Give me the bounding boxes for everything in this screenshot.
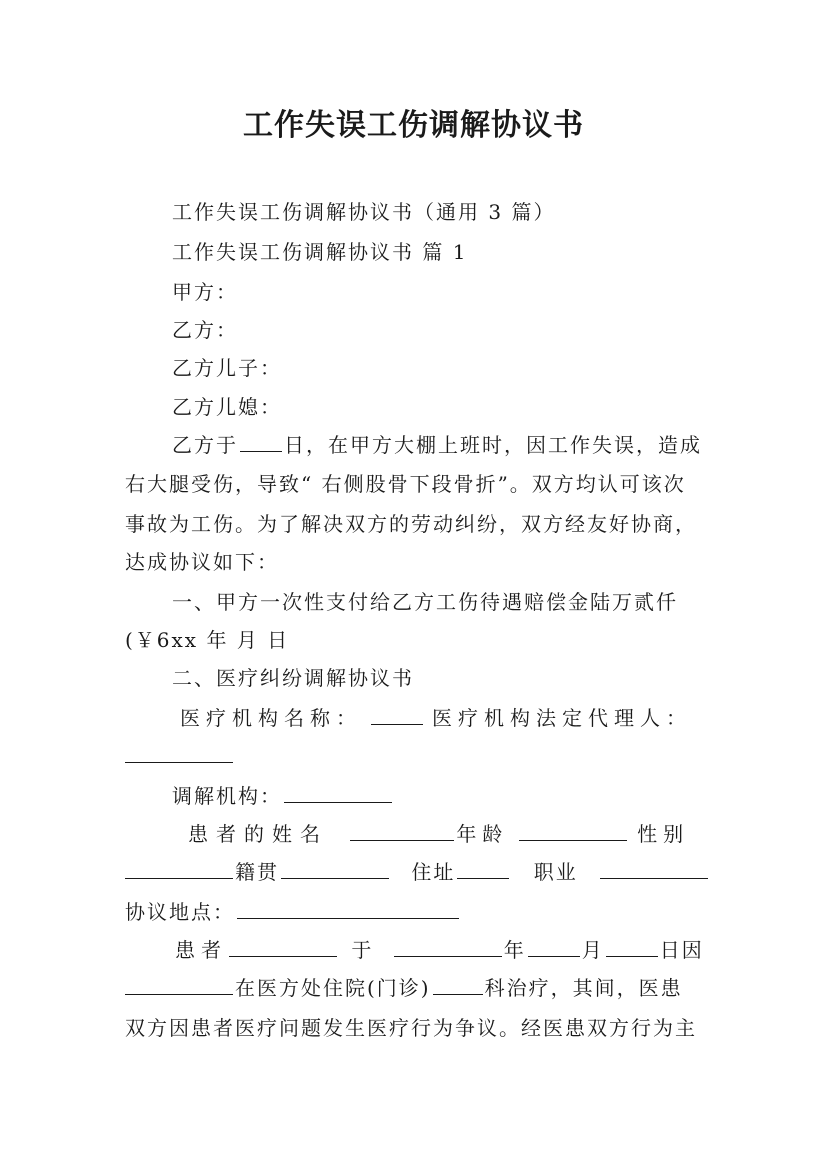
blank-field [350,820,454,841]
text-fragment: 在医方处住院(门诊) [235,976,431,1000]
blank-field [528,936,580,957]
paragraph-line: 双方因患者医疗问题发生医疗行为争议。经医患双方行为主 [125,1016,697,1040]
document-title: 工作失误工伤调解协议书 [243,108,584,143]
year-label: 年 [503,938,526,962]
patient-info-line [188,820,702,848]
address-label: 住址 [411,860,456,884]
institution-name-label: 医疗机构名称： [180,706,362,730]
heading-collection: 工作失误工伤调解协议书（通用 3 篇） [172,200,556,224]
agreement-location-label: 协议地点： [125,900,235,924]
party-b-son-label: 乙方儿子： [172,356,282,380]
paragraph-line [172,431,705,459]
party-a-label: 甲方： [172,280,238,304]
section-heading: 二、医疗纠纷调解协议书 [172,666,414,690]
age-label: 年龄 [456,822,509,846]
blank-field [281,858,389,879]
heading-part-1: 工作失误工伤调解协议书 篇 1 [172,240,468,264]
blank-field [457,858,509,879]
institution-line [180,704,692,732]
blank-field [394,936,502,957]
gender-label: 性别 [637,822,690,846]
paragraph-line: 达成协议如下： [125,550,279,574]
party-b-daughter-in-law-label: 乙方儿媳： [172,395,282,419]
day-label: 日因 [659,938,704,962]
blank-field [606,936,658,957]
patient-info-line [125,858,705,886]
blank-field [433,974,483,995]
paragraph-line [125,742,705,770]
mediation-agency-label: 调解机构： [172,784,282,808]
mediation-line [172,782,705,810]
agreement-location-line [125,898,705,926]
text-fragment: 于 [351,938,374,962]
blank-field [125,974,233,995]
text-fragment: 科治疗，其间，医患 [484,976,683,1000]
paragraph-line: 事故为工伤。为了解决双方的劳动纠纷，双方经友好协商， [125,512,697,536]
blank-field [284,782,392,803]
text-fragment: 日，在甲方大棚上班时，因工作失误，造成 [284,433,702,457]
clause-1-continued: (￥6xx 年 月 日 [125,628,290,652]
treatment-line [175,936,705,964]
treatment-line [125,974,705,1002]
blank-field [237,898,459,919]
blank-field [600,858,708,879]
blank-field [519,820,627,841]
blank-field [229,936,337,957]
clause-1: 一、甲方一次性支付给乙方工伤待遇赔偿金陆万贰仟 [172,590,678,614]
text-fragment: 乙方于 [172,433,238,457]
party-b-label: 乙方： [172,318,238,342]
blank-field [125,742,233,763]
hometown-label: 籍贯 [235,860,279,884]
occupation-label: 职业 [533,860,578,884]
blank-field [125,858,233,879]
legal-representative-label: 医疗机构法定代理人： [432,706,692,730]
month-label: 月 [581,938,604,962]
patient-label: 患者 [175,938,227,962]
blank-field [240,431,282,452]
paragraph-line: 右大腿受伤，导致“ 右侧股骨下段骨折”。双方均认可该次 [125,472,686,496]
patient-name-label: 患者的姓名 [188,822,328,846]
blank-field [371,704,423,725]
